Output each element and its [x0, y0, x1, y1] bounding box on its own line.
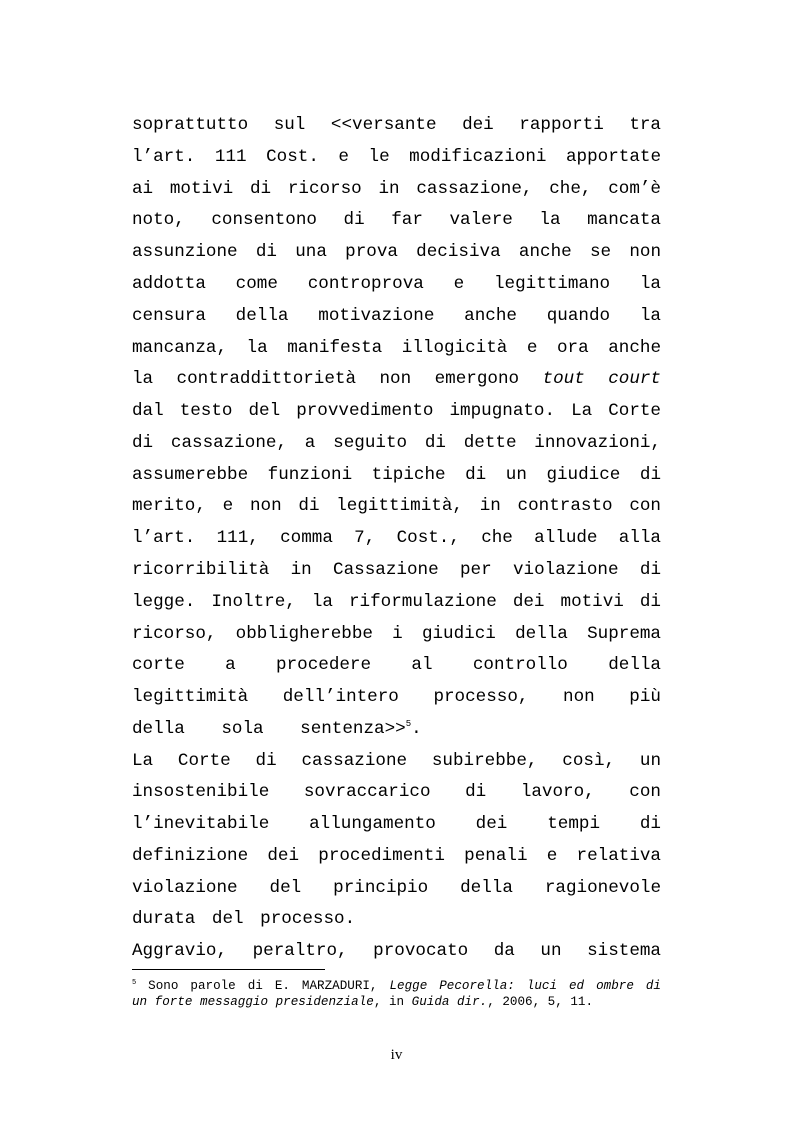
text-line: corte a procedere al controllo della	[132, 655, 661, 675]
italic-text: tout court	[542, 369, 661, 389]
text-line: assumerebbe funzioni tipiche di un giudice di	[132, 465, 661, 485]
text-line: di cassazione, a seguito di dette innovazioni,	[132, 433, 661, 453]
footnote-title: un forte messaggio presidenziale	[132, 995, 374, 1009]
text-line: ai motivi di ricorso in cassazione, che, com’è	[132, 179, 661, 199]
text-segment: la contraddittorietà non emergono	[132, 369, 520, 389]
text-line: legittimità dell’intero processo, non più	[132, 687, 661, 707]
text-line: censura della motivazione anche quando la	[132, 306, 661, 326]
footnote-separator	[132, 969, 325, 970]
text-line	[132, 369, 661, 389]
footnote-number: 5	[132, 979, 137, 987]
text-line: l’art. 111 Cost. e le modificazioni apportate	[132, 147, 661, 167]
footnote-journal: Guida dir.	[411, 995, 488, 1009]
footnote-title: Legge Pecorella: luci ed ombre di	[389, 979, 661, 993]
text-line: violazione del principio della ragionevole	[132, 878, 661, 898]
text-line: l’inevitabile allungamento dei tempi di	[132, 814, 661, 834]
text-line: ricorso, obbligherebbe i giudici della Suprema	[132, 624, 661, 644]
footnote-text: , 2006, 5, 11.	[487, 995, 594, 1009]
text-line: insostenibile sovraccarico di lavoro, con	[132, 782, 661, 802]
text-line: assunzione di una prova decisiva anche se non	[132, 242, 661, 262]
footnote-reference[interactable]: 5	[405, 719, 412, 729]
text-line: l’art. 111, comma 7, Cost., che allude alla	[132, 528, 661, 548]
text-line: definizione dei procedimenti penali e relativa	[132, 846, 661, 866]
footnote-text: Sono parole di E. MARZADURI,	[136, 979, 390, 993]
text-line: durata del processo.	[132, 909, 356, 929]
text-segment: della sola sentenza>>	[132, 719, 406, 739]
text-line: ricorribilità in Cassazione per violazione di	[132, 560, 661, 580]
text-line: Aggravio, peraltro, provocato da un sistema	[132, 941, 661, 961]
footnote-text: , in	[373, 995, 412, 1009]
text-line: noto, consentono di far valere la mancata	[132, 210, 661, 230]
page-number: iv	[390, 1047, 403, 1063]
footnote-line	[132, 979, 661, 994]
footnote-line	[132, 995, 661, 1010]
text-line: soprattutto sul <<versante dei rapporti tra	[132, 115, 661, 135]
text-line: dal testo del provvedimento impugnato. La Corte	[132, 401, 661, 421]
text-line: addotta come controprova e legittimano la	[132, 274, 661, 294]
text-segment: .	[411, 719, 422, 739]
text-line: mancanza, la manifesta illogicità e ora anche	[132, 338, 661, 358]
text-line	[132, 719, 661, 739]
text-line: La Corte di cassazione subirebbe, così, un	[132, 751, 661, 771]
text-line: legge. Inoltre, la riformulazione dei motivi di	[132, 592, 661, 612]
text-line: merito, e non di legittimità, in contrasto con	[132, 496, 661, 516]
